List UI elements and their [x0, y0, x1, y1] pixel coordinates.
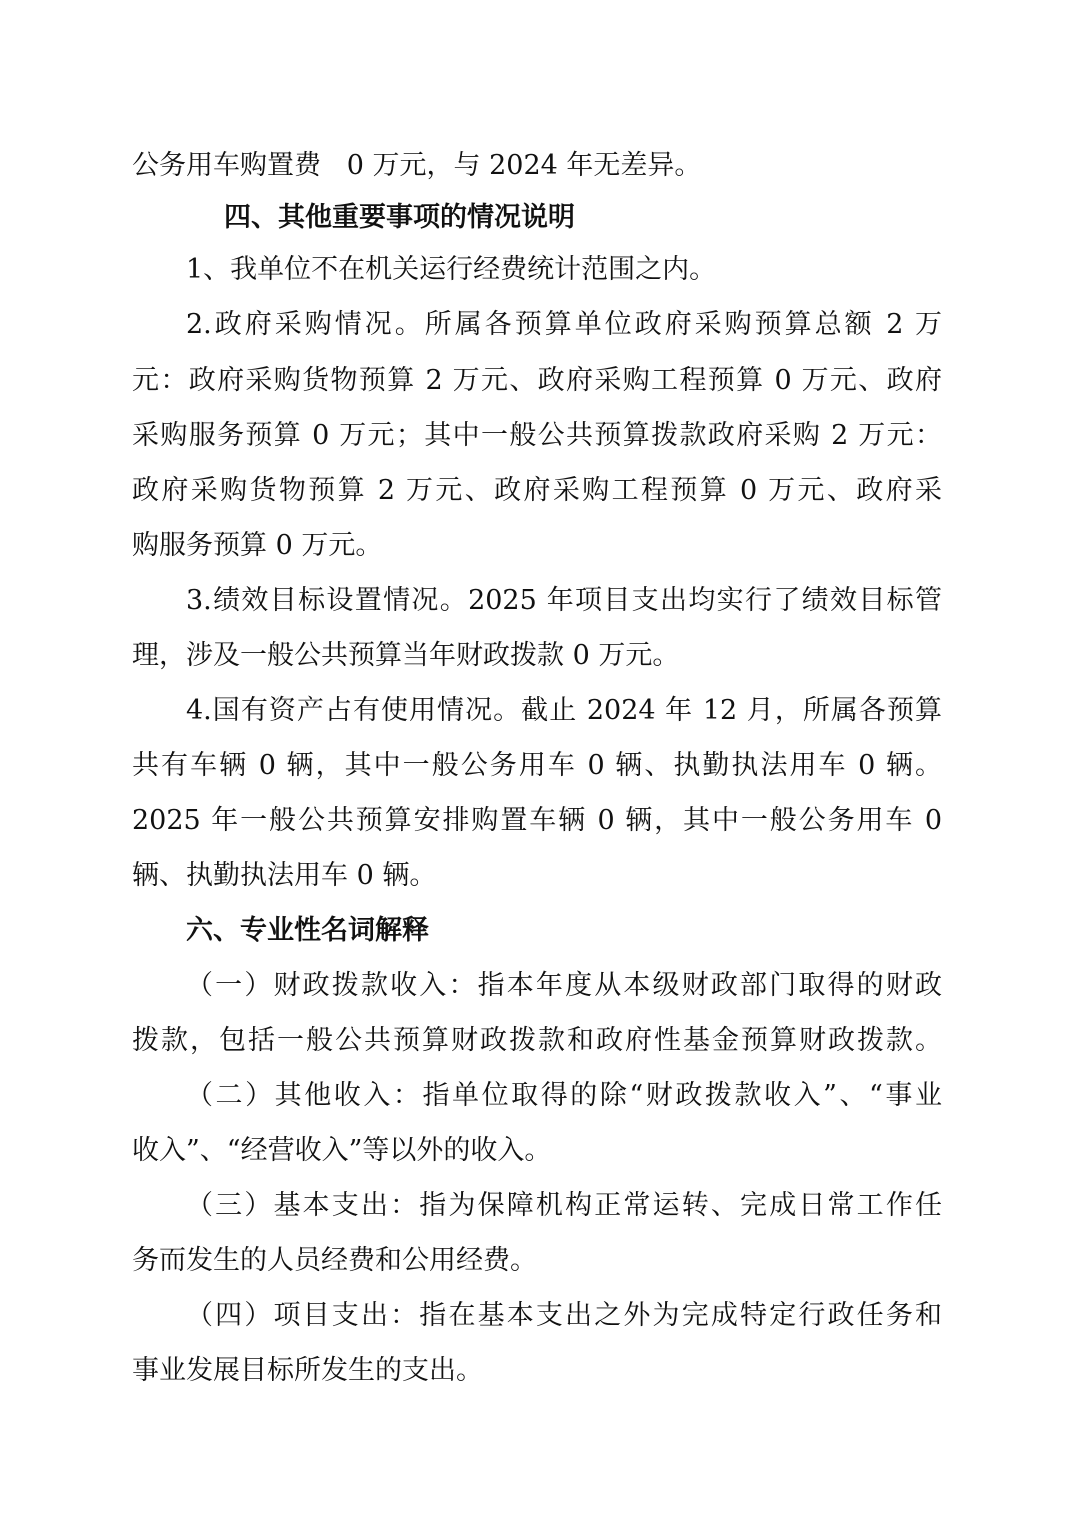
body-line-10: 理，涉及一般公共预算当年财政拨款 0 万元。	[132, 640, 680, 671]
section-heading-six: 六、专业性名词解释	[186, 915, 429, 946]
body-line-5: 元：政府采购货物预算 2 万元、政府采购工程预算 0 万元、政府	[132, 365, 942, 396]
body-line-12: 共有车辆 0 辆，其中一般公务用车 0 辆、执勤执法用车 0 辆。	[132, 750, 942, 781]
term-2-line-2: 收入”、“经营收入”等以外的收入。	[132, 1135, 552, 1166]
term-2-line-1: （二）其他收入：指单位取得的除“财政拨款收入”、“事业	[186, 1080, 942, 1111]
body-line-1: 公务用车购置费 0 万元，与 2024 年无差异。	[132, 150, 702, 181]
body-line-13: 2025 年一般公共预算安排购置车辆 0 辆，其中一般公务用车 0	[132, 805, 942, 836]
body-line-6: 采购服务预算 0 万元；其中一般公共预算拨款政府采购 2 万元：	[132, 420, 942, 451]
body-line-4: 2.政府采购情况。所属各预算单位政府采购预算总额 2 万	[186, 309, 942, 340]
term-3-line-1: （三）基本支出：指为保障机构正常运转、完成日常工作任	[186, 1190, 942, 1221]
term-4-line-2: 事业发展目标所发生的支出。	[132, 1355, 483, 1386]
section-heading-four: 四、其他重要事项的情况说明	[224, 202, 575, 233]
body-line-9: 3.绩效目标设置情况。2025 年项目支出均实行了绩效目标管	[186, 585, 942, 616]
term-4-line-1: （四）项目支出：指在基本支出之外为完成特定行政任务和	[186, 1300, 942, 1331]
body-line-7: 政府采购货物预算 2 万元、政府采购工程预算 0 万元、政府采	[132, 475, 942, 506]
term-1-line-1: （一）财政拨款收入：指本年度从本级财政部门取得的财政	[186, 970, 942, 1001]
body-line-3: 1、我单位不在机关运行经费统计范围之内。	[186, 254, 717, 285]
term-1-line-2: 拨款，包括一般公共预算财政拨款和政府性基金预算财政拨款。	[132, 1025, 942, 1056]
body-line-14: 辆、执勤执法用车 0 辆。	[132, 860, 437, 891]
body-line-8: 购服务预算 0 万元。	[132, 530, 383, 561]
term-3-line-2: 务而发生的人员经费和公用经费。	[132, 1245, 537, 1276]
body-line-11: 4.国有资产占有使用情况。截止 2024 年 12 月，所属各预算	[186, 695, 942, 726]
